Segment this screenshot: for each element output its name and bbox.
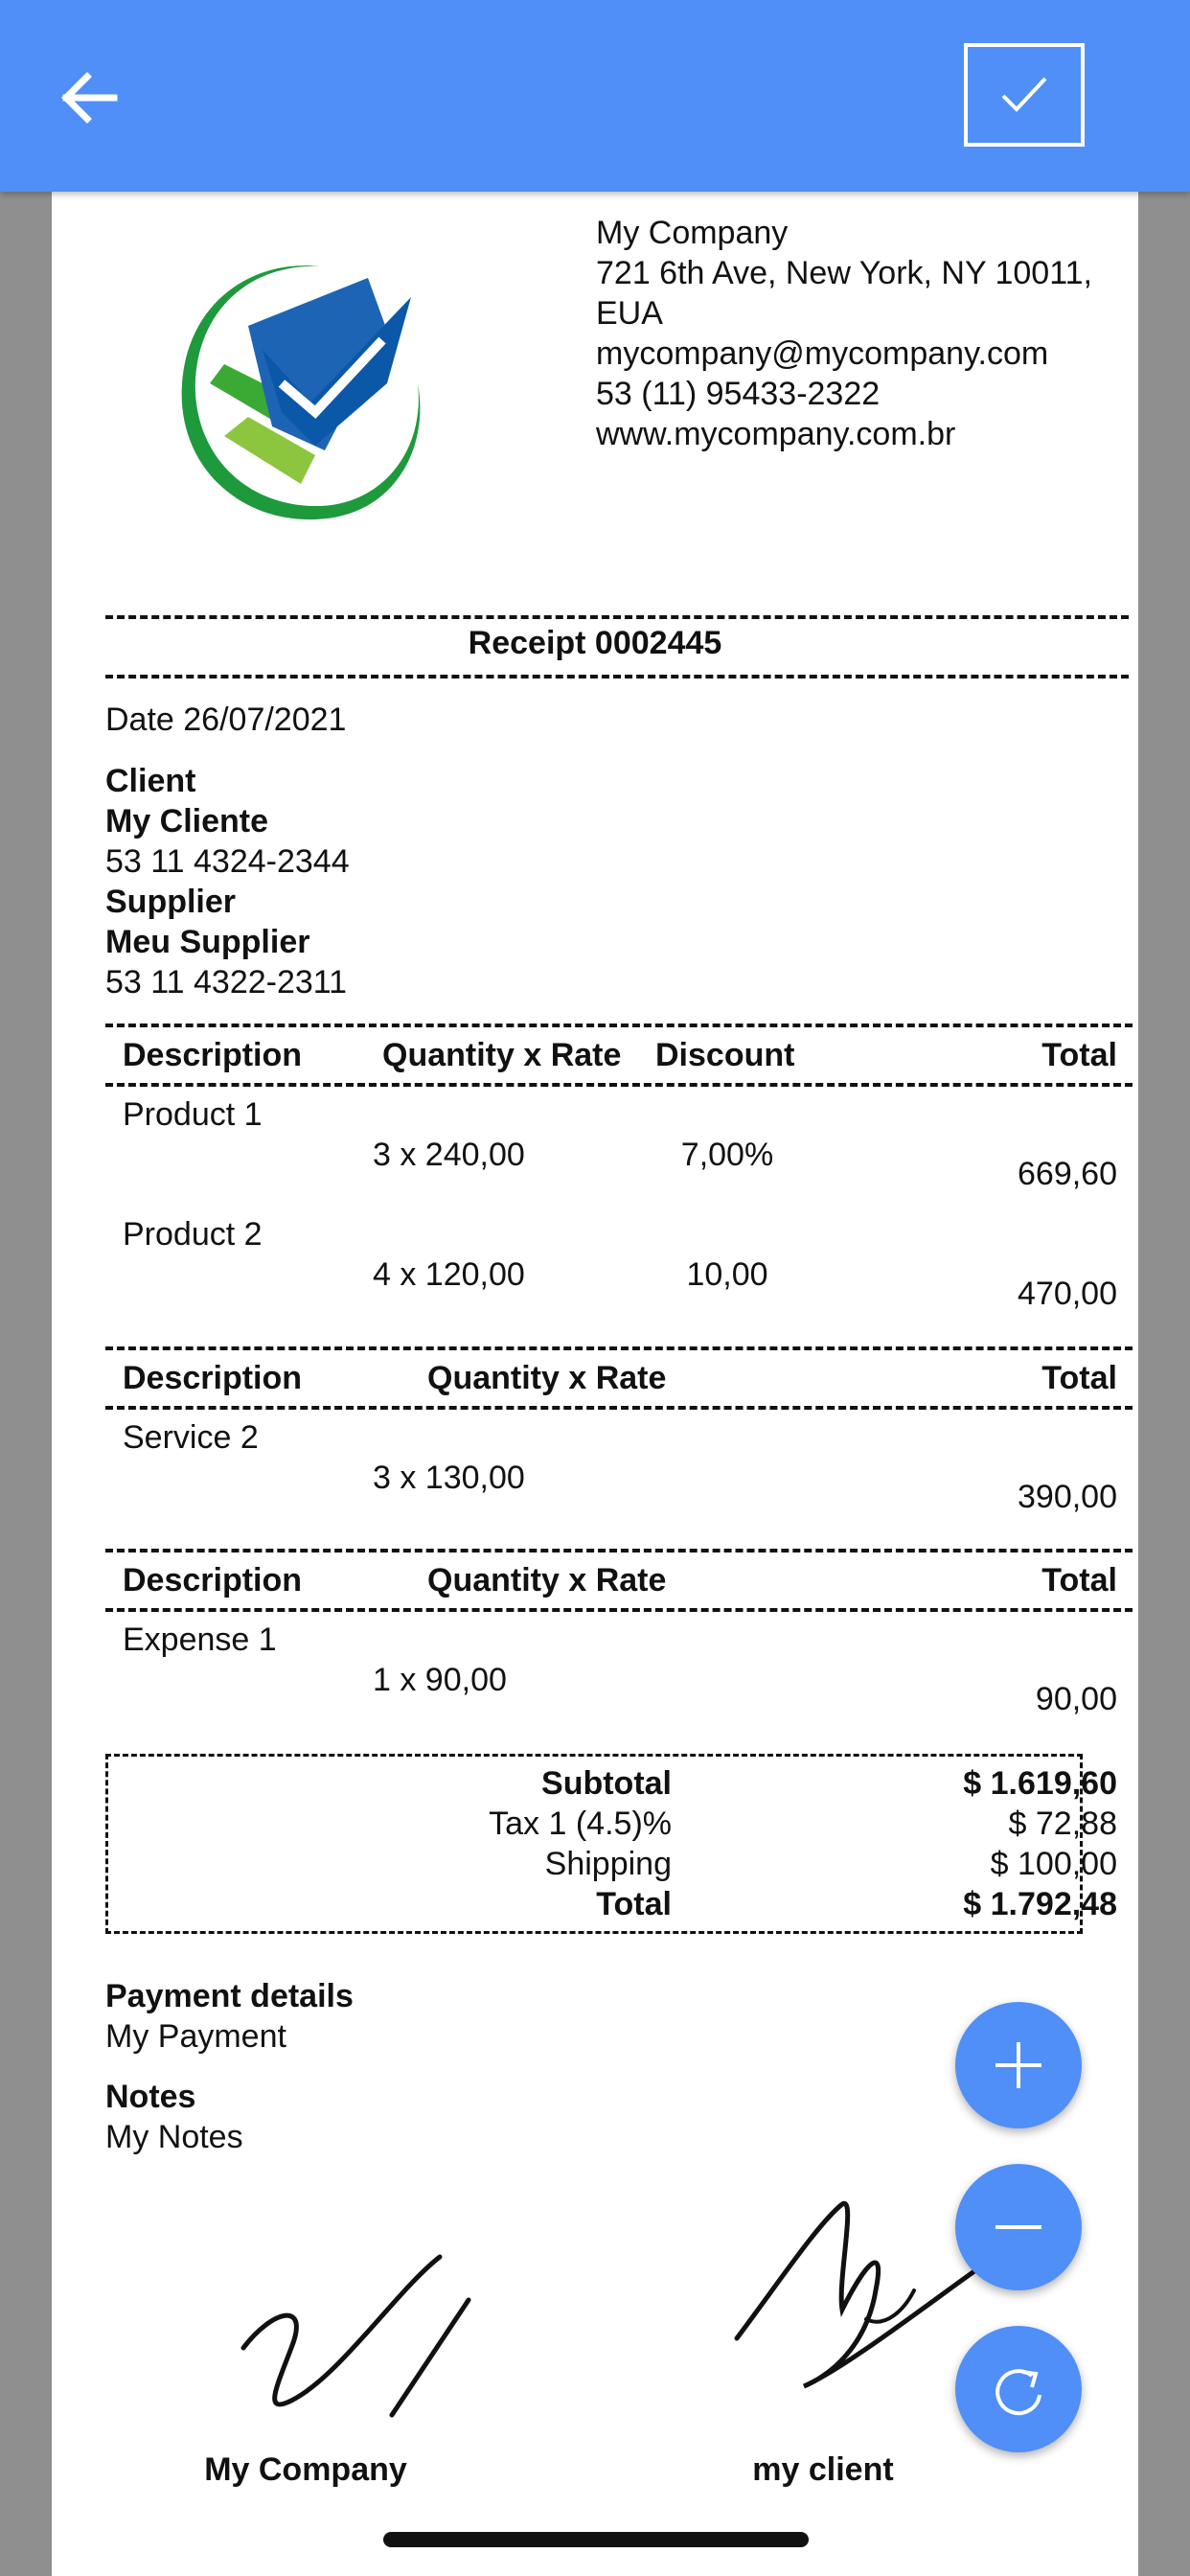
row-description: Product 2	[123, 1216, 263, 1253]
signature-client-label: my client	[752, 2451, 894, 2488]
row-discount: 10,00	[686, 1256, 768, 1293]
expenses-header-total: Total	[1041, 1562, 1117, 1598]
supplier-label: Supplier	[105, 884, 237, 920]
client-label: Client	[105, 763, 196, 799]
rotate-button[interactable]	[955, 2326, 1082, 2452]
divider	[105, 1608, 1133, 1612]
minus-icon	[992, 2200, 1045, 2254]
expenses-header-qty-rate: Quantity x Rate	[427, 1562, 667, 1598]
shipping-value: $ 100,00	[990, 1846, 1117, 1882]
notes-label: Notes	[105, 2079, 196, 2115]
confirm-button[interactable]	[964, 43, 1085, 147]
receipt-date: Date 26/07/2021	[105, 702, 347, 738]
app-bar	[0, 0, 1190, 192]
payment-value: My Payment	[105, 2018, 286, 2055]
receipt-title: Receipt 0002445	[468, 625, 722, 661]
row-total: 470,00	[1018, 1276, 1117, 1312]
divider	[105, 615, 1129, 619]
shipping-label: Shipping	[544, 1846, 672, 1882]
row-qty-rate: 4 x 120,00	[373, 1256, 525, 1293]
row-description: Product 1	[123, 1096, 263, 1133]
notes-value: My Notes	[105, 2119, 243, 2155]
divider	[105, 675, 1129, 678]
zoom-out-button[interactable]	[955, 2164, 1082, 2290]
client-phone: 53 11 4324-2344	[105, 843, 350, 880]
payment-label: Payment details	[105, 1978, 354, 2014]
row-discount: 7,00%	[680, 1137, 774, 1173]
company-address: 721 6th Ave, New York, NY 10011,	[596, 255, 1092, 291]
signature-company-label: My Company	[204, 2451, 407, 2488]
row-total: 390,00	[1018, 1479, 1117, 1515]
zoom-in-button[interactable]	[955, 2002, 1082, 2128]
row-qty-rate: 3 x 130,00	[373, 1460, 525, 1496]
divider	[105, 1549, 1133, 1552]
company-website: www.mycompany.com.br	[596, 416, 956, 452]
company-signature	[234, 2233, 540, 2444]
divider	[105, 1346, 1133, 1350]
supplier-name: Meu Supplier	[105, 924, 310, 960]
company-name: My Company	[596, 215, 789, 251]
rotate-icon	[988, 2358, 1049, 2420]
products-header-description: Description	[123, 1037, 303, 1073]
products-header-qty-rate: Quantity x Rate	[382, 1037, 622, 1073]
company-phone: 53 (11) 95433-2322	[596, 376, 881, 412]
row-description: Service 2	[123, 1419, 259, 1456]
supplier-phone: 53 11 4322-2311	[105, 964, 348, 1000]
services-header-total: Total	[1041, 1360, 1117, 1396]
company-address-line2: EUA	[596, 295, 663, 332]
check-icon	[997, 73, 1051, 117]
expenses-header-description: Description	[123, 1562, 303, 1598]
company-info	[596, 213, 1092, 454]
services-header-qty-rate: Quantity x Rate	[427, 1360, 667, 1396]
row-description: Expense 1	[123, 1622, 277, 1658]
row-total: 90,00	[1035, 1681, 1117, 1717]
row-qty-rate: 3 x 240,00	[373, 1137, 525, 1173]
company-email: mycompany@mycompany.com	[596, 335, 1049, 372]
divider	[105, 1083, 1133, 1087]
divider	[105, 1024, 1133, 1027]
arrow-left-icon	[58, 69, 120, 126]
divider	[105, 1406, 1133, 1410]
products-header-discount: Discount	[655, 1037, 795, 1073]
home-indicator[interactable]	[383, 2532, 809, 2547]
plus-icon	[992, 2038, 1045, 2092]
subtotal-label: Subtotal	[541, 1765, 672, 1802]
tax-value: $ 72,88	[1008, 1806, 1117, 1842]
total-label: Total	[596, 1886, 672, 1922]
subtotal-value: $ 1.619,60	[963, 1765, 1117, 1802]
products-header-total: Total	[1041, 1037, 1117, 1073]
back-button[interactable]	[46, 59, 132, 136]
company-logo	[157, 259, 464, 546]
services-header-description: Description	[123, 1360, 303, 1396]
row-qty-rate: 1 x 90,00	[373, 1662, 507, 1698]
total-value: $ 1.792,48	[963, 1886, 1117, 1922]
client-name: My Cliente	[105, 803, 269, 840]
tax-label: Tax 1 (4.5)%	[489, 1806, 672, 1842]
row-total: 669,60	[1018, 1156, 1117, 1192]
